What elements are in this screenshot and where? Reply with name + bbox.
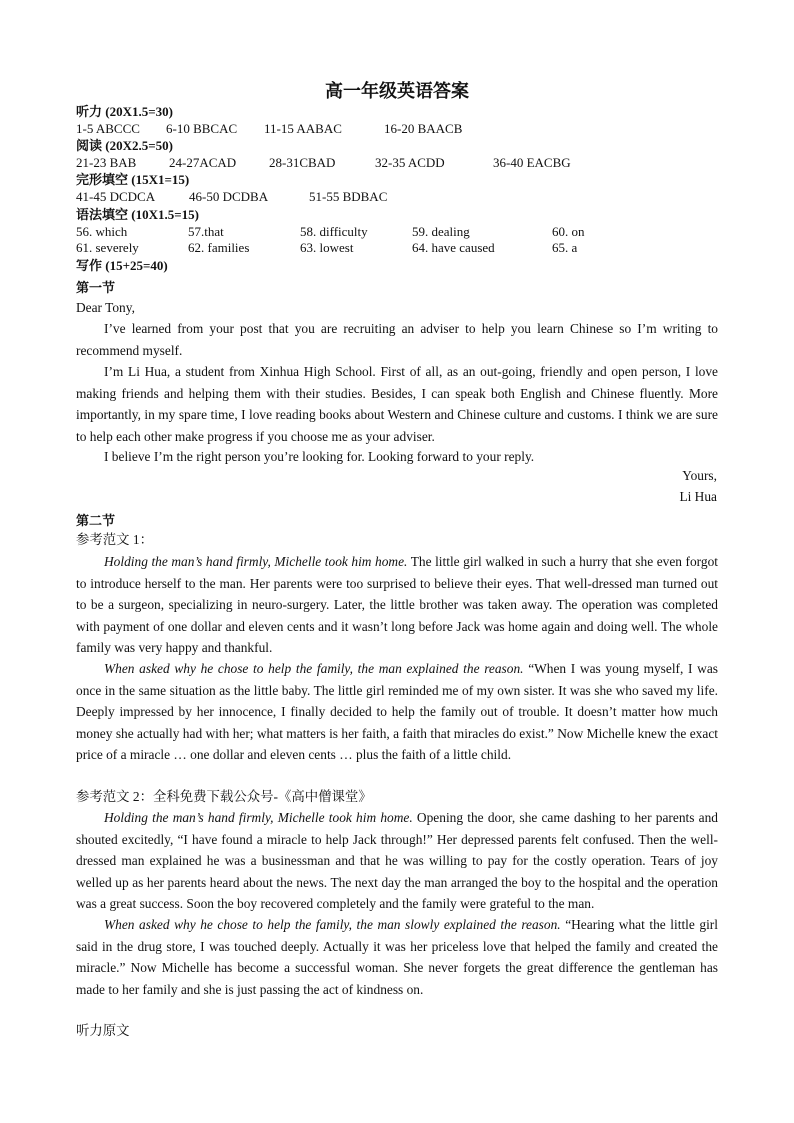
grammar-answer: 56. which bbox=[76, 224, 128, 239]
reading-answer: 21-23 BAB bbox=[76, 155, 137, 170]
sample-paragraph bbox=[76, 551, 718, 659]
grammar-answer: 58. difficulty bbox=[300, 224, 368, 239]
grammar-answer: 65. a bbox=[552, 240, 578, 255]
grammar-answer: 61. severely bbox=[76, 240, 139, 255]
letter-paragraph: I believe I’m the right person you’re looking for. Looking forward to your reply. bbox=[104, 449, 535, 464]
letter-paragraph: I’ve learned from your post that you are recruiting an adviser to help you learn Chinese so I’m writing to recommend myself. bbox=[76, 321, 718, 358]
cloze-answer: 41-45 DCDCA bbox=[76, 189, 156, 204]
section-heading: 第二节 bbox=[76, 513, 116, 528]
grammar-answer: 60. on bbox=[552, 224, 585, 239]
section-heading: 第一节 bbox=[76, 280, 116, 295]
cloze-answer: 51-55 BDBAC bbox=[309, 189, 388, 204]
grammar-answer: 57.that bbox=[188, 224, 224, 239]
sample-paragraph bbox=[76, 807, 718, 915]
sample-label: 参考范文 1： bbox=[76, 532, 153, 547]
sample-body: “When I was young myself, I was once in the same situation as the little baby. The little girl reminded me of my own sister. It was she who saved my life. Deeply impressed by her innocence, I finally decided to help the family out of trouble. It doesn’t matter how much money she actually had with her; what matters is her faith, a faith that miracles do exist.” Now Michelle knew the exact price of a miracle … one dollar and eleven cents … plus the faith of a little child. bbox=[76, 661, 718, 762]
listening-answer: 11-15 AABAC bbox=[264, 121, 342, 136]
letter-closing: Yours, bbox=[682, 468, 717, 483]
letter-greeting: Dear Tony, bbox=[76, 300, 135, 315]
sample-lead: When asked why he chose to help the family, the man explained the reason. bbox=[104, 661, 524, 676]
grammar-answer: 62. families bbox=[188, 240, 250, 255]
sample-label: 参考范文 2：全科免费下载公众号-《高中僧课堂》 bbox=[76, 789, 372, 804]
sample-lead: Holding the man’s hand firmly, Michelle took him home. bbox=[104, 810, 413, 825]
sample-body: Opening the door, she came dashing to her parents and shouted excitedly, “I have found a miracle to help Jack through!” Her depressed parents felt confused. Then the well-dressed man explained he was a businessman and that he was willing to pay for the costly operation. Tears of joy welled up as her parents heard about the news. The next day the man arranged the boy to the hospital and the operation was a great success. Soon the boy recovered completely and the family were grateful to the man. bbox=[76, 810, 719, 911]
reading-answer: 32-35 ACDD bbox=[375, 155, 445, 170]
grammar-heading: 语法填空 (10X1.5=15) bbox=[76, 207, 199, 222]
sample-paragraph bbox=[76, 658, 718, 766]
reading-heading: 阅读 (20X2.5=50) bbox=[76, 138, 173, 153]
reading-answer: 24-27ACAD bbox=[169, 155, 237, 170]
cloze-heading: 完形填空 (15X1=15) bbox=[76, 172, 190, 187]
sample-lead: When asked why he chose to help the family, the man slowly explained the reason. bbox=[104, 917, 561, 932]
sample-paragraph bbox=[76, 914, 718, 1000]
grammar-answer: 64. have caused bbox=[412, 240, 495, 255]
listening-answer: 16-20 BAACB bbox=[384, 121, 463, 136]
sample-body: The little girl walked in such a hurry that she even forgot to introduce herself to the man. Her parents were too surprised to believe their eyes. That well-dressed man turned out to be a surgeon, specializing in neuro-surgery. Later, the little brother was taken away. The operation was completed with payment of one dollar and eleven cents and it wasn’t long before Jack was home again and doing well. The whole family was very happy and thankful. bbox=[76, 554, 719, 655]
listening-answer: 1-5 ABCCC bbox=[76, 121, 140, 136]
listening-answer: 6-10 BBCAC bbox=[166, 121, 238, 136]
letter-paragraph: I’m Li Hua, a student from Xinhua High School. First of all, as an out-going, friendly and open person, I love making friends and helping them with their studies. Besides, I can speak both English and Chinese fluently. More importantly, in my spare time, I love reading books about Western and Chinese culture and customs. I think we are sure to help each other make progress if you choose me as your adviser. bbox=[76, 364, 718, 444]
writing-heading: 写作 (15+25=40) bbox=[76, 258, 168, 273]
page-title: 高一年级英语答案 bbox=[325, 81, 469, 101]
sample-lead: Holding the man’s hand firmly, Michelle took him home. bbox=[104, 554, 408, 569]
reading-answer: 36-40 EACBG bbox=[493, 155, 571, 170]
transcript-heading: 听力原文 bbox=[76, 1023, 130, 1038]
grammar-answer: 63. lowest bbox=[300, 240, 354, 255]
grammar-answer: 59. dealing bbox=[412, 224, 470, 239]
listening-heading: 听力 (20X1.5=30) bbox=[76, 104, 173, 119]
reading-answer: 28-31CBAD bbox=[269, 155, 336, 170]
sample-body: “Hearing what the little girl said in the drug store, I was touched deeply. Actually it was her priceless love that helped the family and created the miracle.” Now Michelle has become a successful woman. She never forgets the great difference the gentleman has made to her family and she is just passing the act of kindness on. bbox=[76, 917, 718, 997]
letter-signature: Li Hua bbox=[679, 489, 717, 504]
cloze-answer: 46-50 DCDBA bbox=[189, 189, 269, 204]
